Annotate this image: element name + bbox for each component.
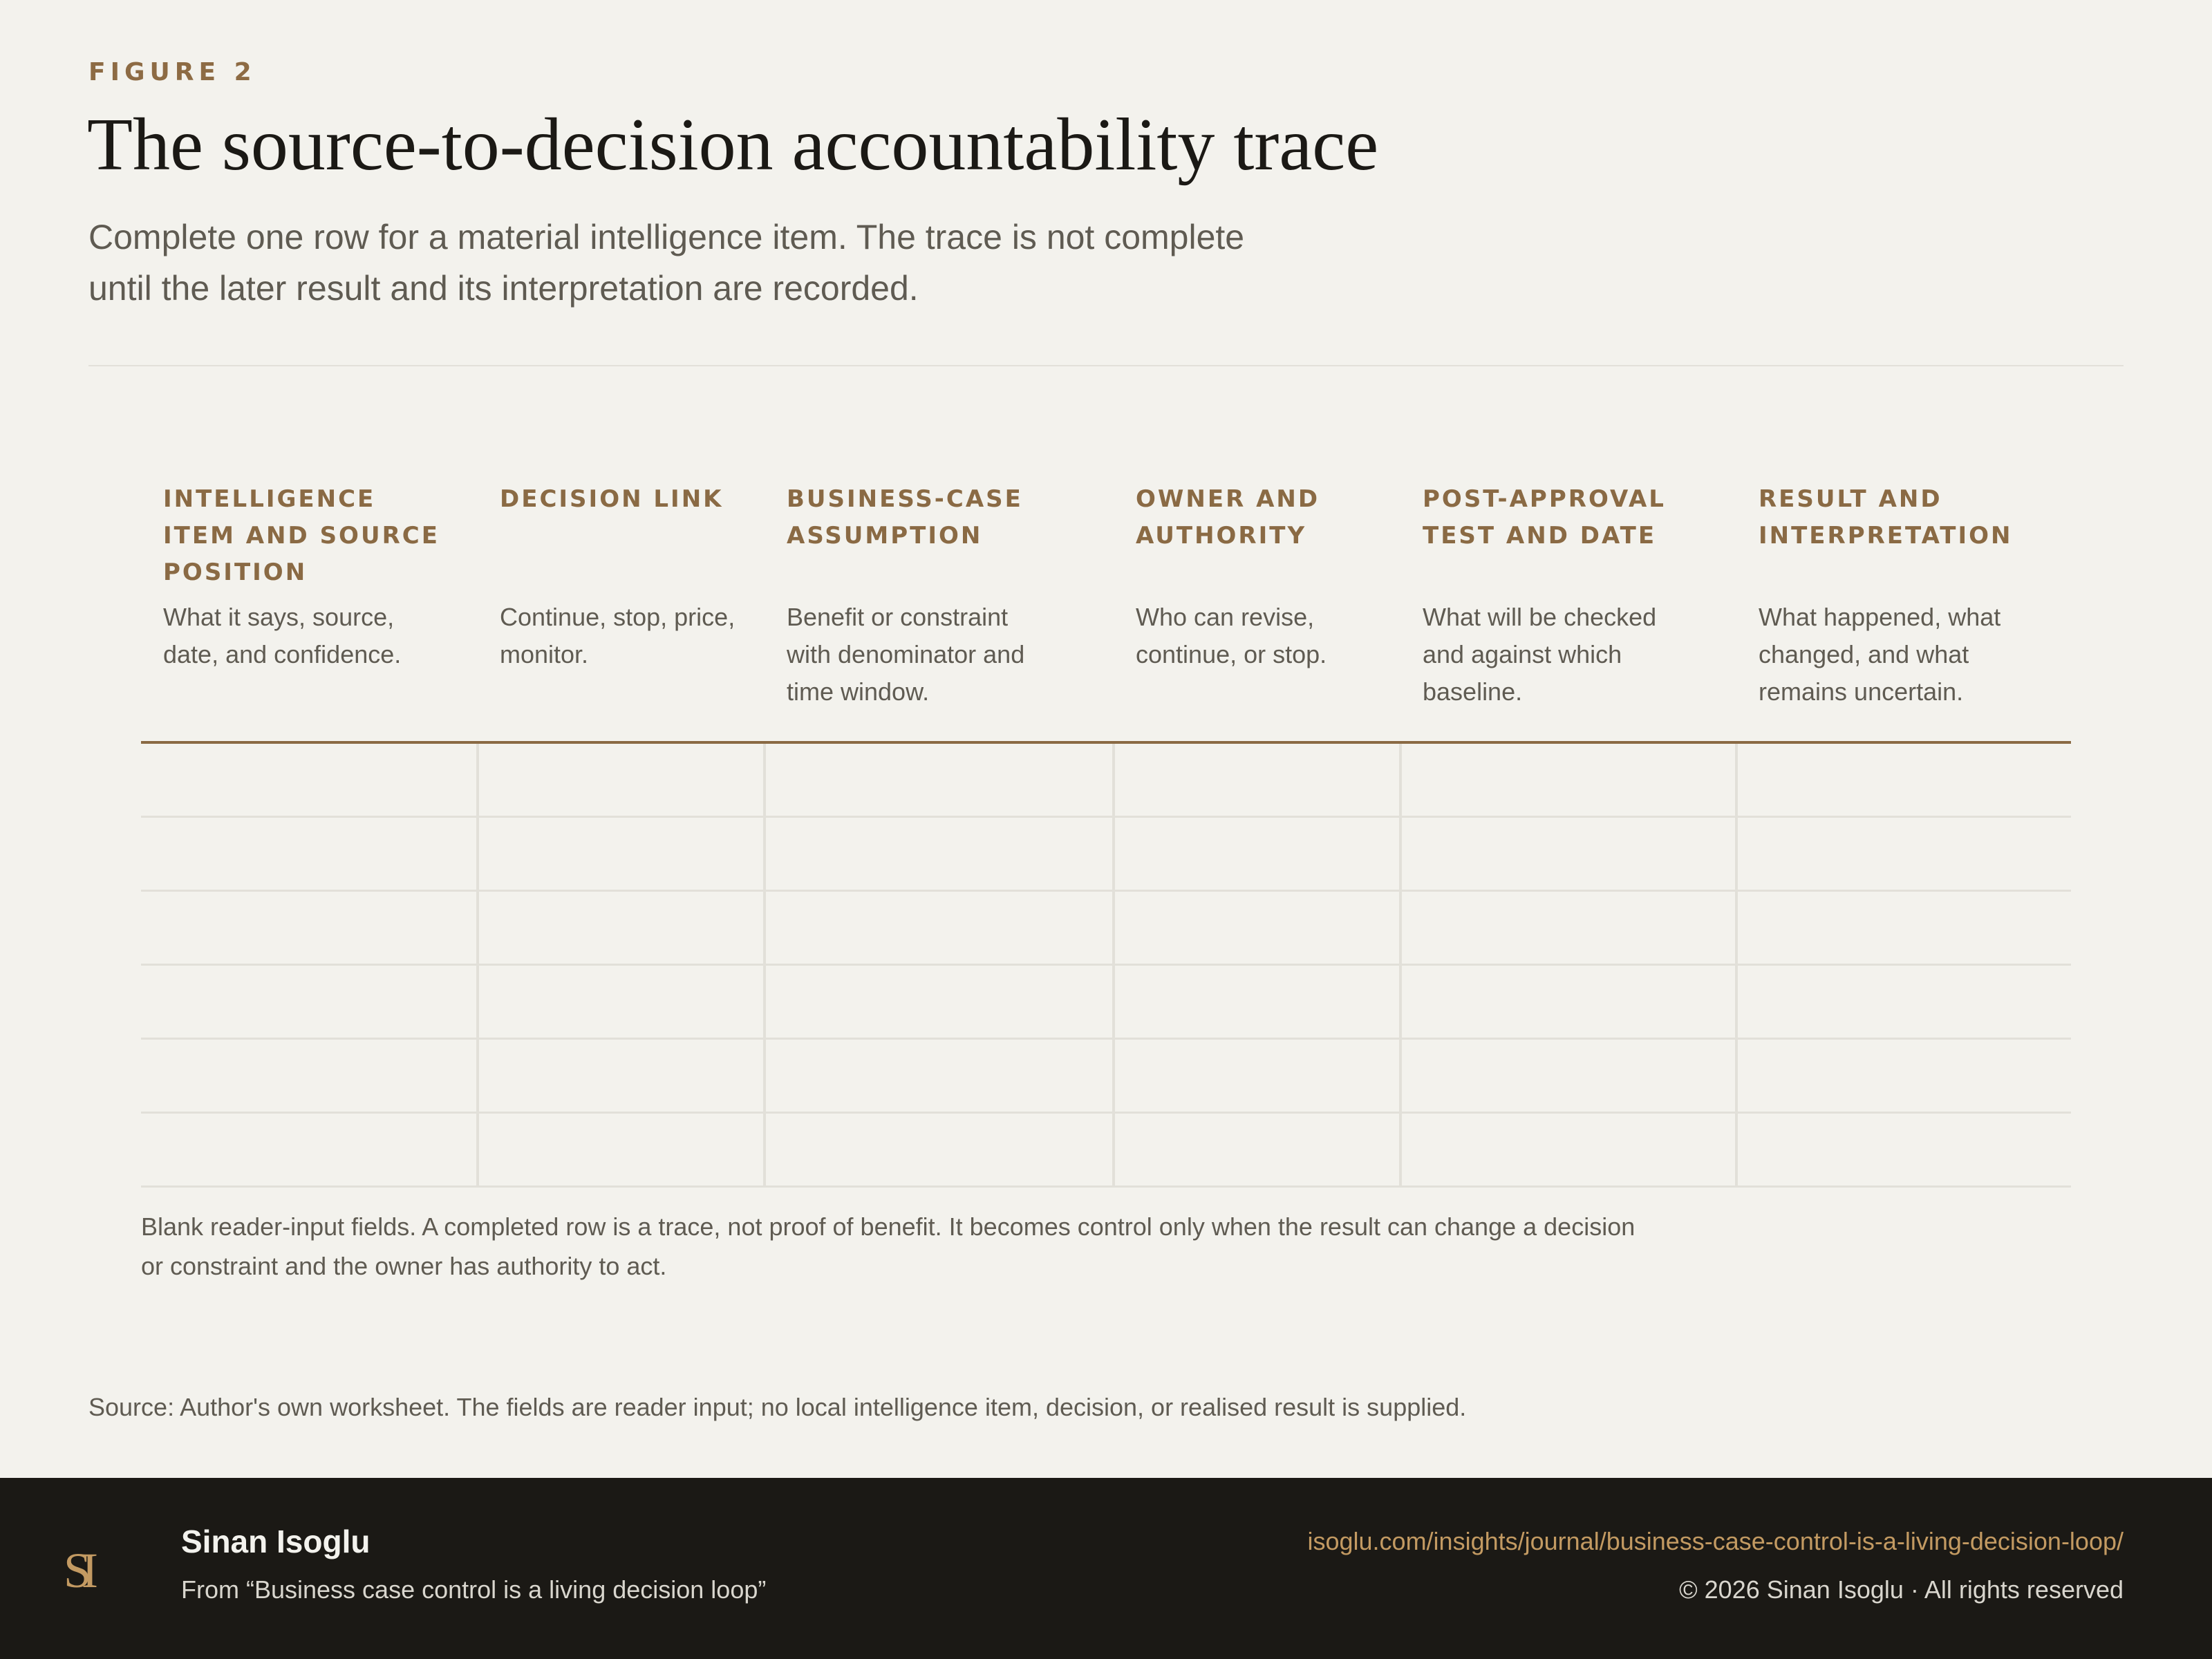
reader-input-cell[interactable] [1114, 817, 1400, 891]
table-row [141, 742, 2071, 817]
column-header-label: OWNER AND AUTHORITY [1136, 485, 1320, 550]
column-header-description: What will be checked and against which baseline. [1423, 603, 1657, 706]
column-header [765, 470, 1114, 742]
reader-input-cell[interactable] [1400, 742, 1736, 817]
reader-input-cell[interactable] [1736, 965, 2071, 1039]
table-row [141, 891, 2071, 965]
column-header-label: INTELLIGENCE ITEM AND SOURCE POSITION [163, 485, 440, 586]
reader-input-cell[interactable] [765, 965, 1114, 1039]
reader-input-cell[interactable] [478, 1039, 765, 1113]
reader-input-cell[interactable] [1114, 965, 1400, 1039]
reader-input-cell[interactable] [1400, 965, 1736, 1039]
header-divider [88, 365, 2124, 366]
accountability-trace-table [141, 470, 2071, 1188]
reader-input-cell[interactable] [1114, 1039, 1400, 1113]
article-from-line: From “Business case control is a living decision loop” [181, 1575, 767, 1604]
column-header-description: Benefit or constraint with denominator and time window. [787, 603, 1025, 706]
page-title: The source-to-decision accountability trace [87, 104, 1379, 186]
table-body [141, 742, 2071, 1187]
article-url-link[interactable]: isoglu.com/insights/journal/business-case-control-is-a-living-decision-loop/ [1307, 1527, 2124, 1555]
reader-input-cell[interactable] [1114, 1113, 1400, 1187]
reader-input-cell[interactable] [141, 742, 478, 817]
reader-input-cell[interactable] [1400, 891, 1736, 965]
column-header [141, 470, 478, 742]
column-header-label: BUSINESS-CASE ASSUMPTION [787, 485, 1023, 550]
reader-input-cell[interactable] [478, 891, 765, 965]
table-caption: Blank reader-input fields. A completed row is a trace, not proof of benefit. It becomes control only when the result can change a decision or constraint and the owner has authority to act. [141, 1212, 1635, 1280]
reader-input-cell[interactable] [1114, 742, 1400, 817]
reader-input-cell[interactable] [478, 1113, 765, 1187]
reader-input-cell[interactable] [1400, 1039, 1736, 1113]
reader-input-cell[interactable] [478, 817, 765, 891]
reader-input-cell[interactable] [478, 742, 765, 817]
reader-input-cell[interactable] [141, 817, 478, 891]
copyright-notice: © 2026 Sinan Isoglu · All rights reserved [1679, 1575, 2124, 1604]
reader-input-cell[interactable] [1400, 1113, 1736, 1187]
column-header [1114, 470, 1400, 742]
column-header-description: What happened, what changed, and what remains uncertain. [1759, 603, 2001, 706]
column-header-label: RESULT AND INTERPRETATION [1759, 485, 2013, 550]
column-header-description: Who can revise, continue, or stop. [1136, 603, 1327, 668]
table-row [141, 1039, 2071, 1113]
table-row [141, 1113, 2071, 1187]
table-header-row [141, 470, 2071, 742]
reader-input-cell[interactable] [1736, 1039, 2071, 1113]
reader-input-cell[interactable] [1736, 1113, 2071, 1187]
source-note: Source: Author's own worksheet. The fields are reader input; no local intelligence item, decision, or realised result is supplied. [88, 1393, 1467, 1421]
reader-input-cell[interactable] [1400, 817, 1736, 891]
table-row [141, 965, 2071, 1039]
column-header-label: POST-APPROVAL TEST AND DATE [1423, 485, 1666, 550]
reader-input-cell[interactable] [1736, 742, 2071, 817]
reader-input-cell[interactable] [765, 1113, 1114, 1187]
column-header [1400, 470, 1736, 742]
reader-input-cell[interactable] [141, 1113, 478, 1187]
page-subtitle: Complete one row for a material intelligence item. The trace is not complete until the later result and its interpretation are recorded. [88, 218, 1245, 308]
author-logo: SI [64, 1543, 89, 1598]
reader-input-cell[interactable] [141, 1039, 478, 1113]
reader-input-cell[interactable] [1736, 891, 2071, 965]
column-header-label: DECISION LINK [500, 485, 724, 513]
column-header [478, 470, 765, 742]
reader-input-cell[interactable] [765, 891, 1114, 965]
column-header-description: What it says, source, date, and confidence. [163, 603, 402, 668]
reader-input-cell[interactable] [1114, 891, 1400, 965]
reader-input-cell[interactable] [1736, 817, 2071, 891]
column-header-description: Continue, stop, price, monitor. [500, 603, 735, 668]
reader-input-cell[interactable] [478, 965, 765, 1039]
column-header [1736, 470, 2071, 742]
figure-eyebrow: FIGURE 2 [88, 58, 256, 86]
page-footer [0, 1478, 2212, 1659]
table-row [141, 817, 2071, 891]
reader-input-cell[interactable] [765, 742, 1114, 817]
reader-input-cell[interactable] [765, 1039, 1114, 1113]
reader-input-cell[interactable] [765, 817, 1114, 891]
reader-input-cell[interactable] [141, 965, 478, 1039]
reader-input-cell[interactable] [141, 891, 478, 965]
author-name: Sinan Isoglu [181, 1524, 371, 1559]
